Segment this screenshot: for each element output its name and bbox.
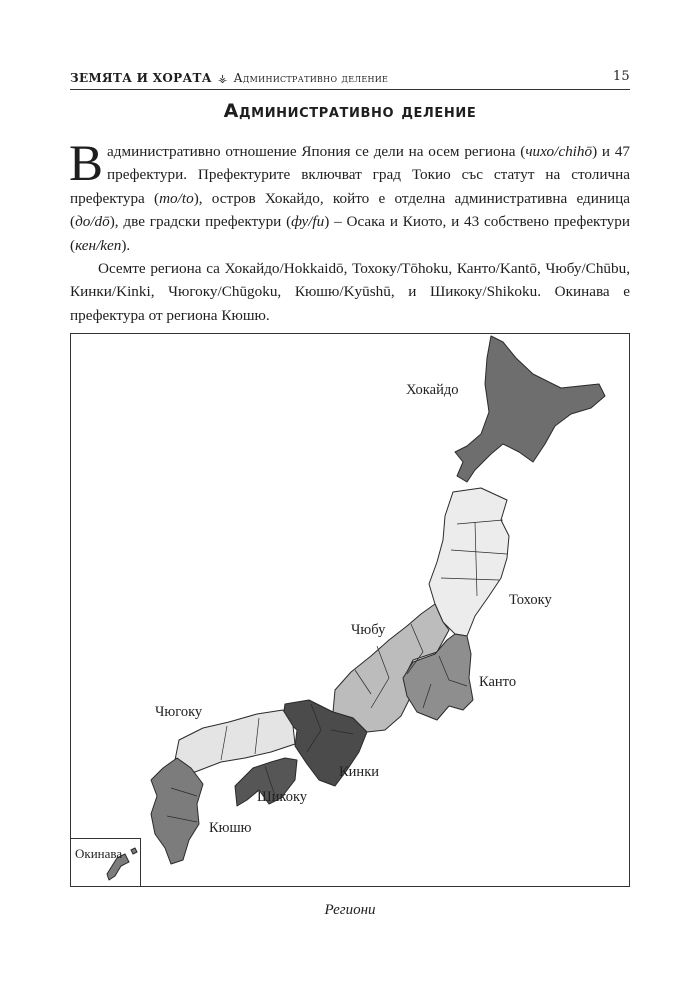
label-chugoku: Чюгоку — [155, 704, 203, 720]
label-kinki: Кинки — [339, 764, 379, 780]
page-title: Административно деление — [223, 100, 477, 122]
term-fu: фу/fu — [291, 213, 325, 231]
label-tohoku: Тохоку — [509, 592, 552, 608]
japan-map-svg — [71, 334, 629, 886]
paragraph-1-text: административно отношение Япония се дели на осем региона ( — [107, 143, 526, 160]
region-kyushu — [151, 758, 203, 864]
label-shikoku: Шикоку — [257, 789, 308, 805]
fleuron-icon: ⚶ — [217, 72, 228, 85]
paragraph-1-text: ) – Осака и Киото, и 43 собствено префектури ( — [70, 213, 630, 254]
running-head-chapter: Административно деление — [233, 71, 389, 85]
region-tohoku — [429, 488, 509, 636]
running-head-section: ЗЕМЯТА И ХОРАТА — [70, 71, 212, 85]
running-head — [70, 67, 630, 89]
page-number: 15 — [612, 69, 630, 84]
drop-cap: В — [69, 136, 104, 192]
paragraph-1-text: ). — [121, 236, 131, 254]
map-caption: Региони — [324, 902, 376, 918]
header-rule — [70, 89, 630, 90]
label-okinawa: Окинава — [75, 846, 123, 861]
term-chiho: чихо/chihō — [525, 143, 593, 160]
paragraph-2: Осемте региона са Хокайдо/Hokkaidō, Тохоку/Tōhoku, Канто/Kantō, Чюбу/Chūbu, Кинки/Kinki, Чюгоку/Chūgoku, Кюшю/Kyūshū, и Шикоку/Shikoku. Окинава е префектура от региона Кюшю. — [70, 260, 630, 324]
body-text — [69, 136, 631, 327]
paragraph-1-text: ), остров Хокайдо, който е отделна административна единица ( — [70, 189, 630, 231]
paragraph-1-text: ) и 47 префектури. Префектурите включват град Токио със статут на столична префектура ( — [70, 143, 631, 207]
paragraph-1 — [69, 136, 631, 257]
paragraph-1-text: ), две градски префектури ( — [109, 213, 292, 231]
region-hokkaido — [455, 336, 605, 482]
term-ken: кен/ken — [75, 236, 122, 254]
regions-map — [70, 333, 630, 887]
label-kyushu: Кюшю — [209, 820, 252, 836]
running-head-left — [70, 71, 388, 85]
label-chubu: Чюбу — [351, 622, 386, 638]
label-hokkaido: Хокайдо — [406, 382, 459, 398]
label-kanto: Канто — [479, 674, 517, 690]
term-to: то/to — [159, 189, 194, 207]
term-do: до/dō — [75, 213, 110, 231]
